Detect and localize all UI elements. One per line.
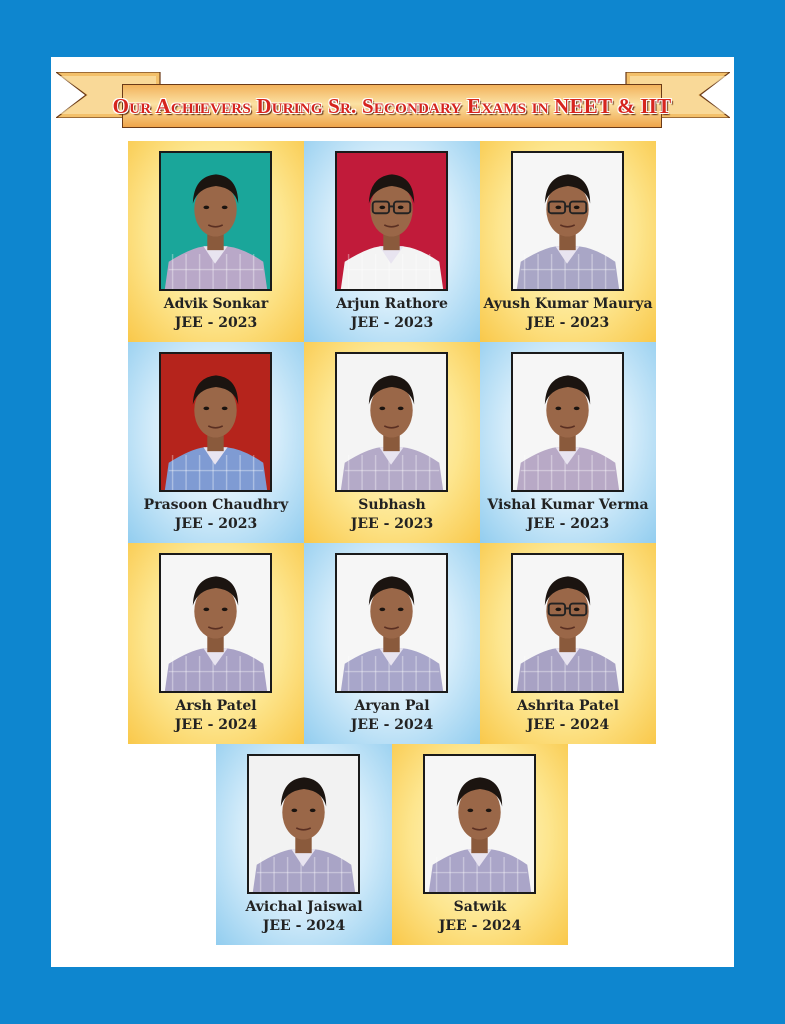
student-name: Arsh Patel (175, 698, 257, 714)
eye (222, 206, 228, 209)
eye (574, 206, 580, 209)
student-name: Ayush Kumar Maurya (483, 296, 653, 312)
eye (291, 809, 297, 812)
student-photo (335, 352, 448, 492)
exam-label: JEE - 2024 (526, 717, 610, 733)
eye (379, 407, 385, 410)
banner-title: Our Achievers During Sr. Secondary Exams in NEET & IIT (112, 93, 672, 118)
student-photo (335, 553, 448, 693)
student-name: Vishal Kumar Verma (487, 497, 649, 513)
exam-label: JEE - 2023 (174, 315, 258, 331)
achiever-card (480, 342, 656, 543)
exam-label: JEE - 2023 (174, 516, 258, 532)
student-photo (423, 754, 536, 894)
student-photo (159, 553, 272, 693)
eye (467, 809, 473, 812)
exam-label: JEE - 2023 (350, 516, 434, 532)
achiever-card (304, 543, 480, 744)
exam-label: JEE - 2024 (262, 918, 346, 934)
exam-label: JEE - 2024 (438, 918, 522, 934)
eye (555, 206, 561, 209)
student-name: Ashrita Patel (517, 698, 619, 714)
achiever-card (480, 141, 656, 342)
student-photo (511, 352, 624, 492)
student-photo (511, 553, 624, 693)
student-photo (335, 151, 448, 291)
eye (203, 407, 209, 410)
exam-label: JEE - 2024 (174, 717, 258, 733)
achiever-card (480, 543, 656, 744)
achiever-card (128, 543, 304, 744)
achiever-card (304, 342, 480, 543)
eye (222, 407, 228, 410)
eye (555, 608, 561, 611)
eye (555, 407, 561, 410)
achiever-card (216, 744, 392, 945)
achiever-card (128, 141, 304, 342)
student-photo (511, 151, 624, 291)
student-name: Arjun Rathore (336, 296, 448, 312)
eye (379, 206, 385, 209)
achiever-card (392, 744, 568, 945)
exam-label: JEE - 2023 (526, 315, 610, 331)
eye (398, 206, 404, 209)
eye (310, 809, 316, 812)
student-name: Avichal Jaiswal (245, 899, 363, 915)
eye (398, 608, 404, 611)
student-photo (159, 151, 272, 291)
student-name: Satwik (453, 899, 507, 915)
exam-label: JEE - 2023 (350, 315, 434, 331)
eye (379, 608, 385, 611)
eye (222, 608, 228, 611)
student-name: Subhash (358, 497, 426, 513)
eye (203, 608, 209, 611)
eye (203, 206, 209, 209)
eye (398, 407, 404, 410)
exam-label: JEE - 2024 (350, 717, 434, 733)
eye (574, 608, 580, 611)
exam-label: JEE - 2023 (526, 516, 610, 532)
achiever-card (304, 141, 480, 342)
banner (112, 84, 672, 128)
eye (574, 407, 580, 410)
eye (486, 809, 492, 812)
student-photo (159, 352, 272, 492)
student-name: Advik Sonkar (163, 296, 269, 312)
student-name: Aryan Pal (354, 698, 430, 714)
student-photo (247, 754, 360, 894)
achiever-card (128, 342, 304, 543)
student-name: Prasoon Chaudhry (143, 497, 289, 513)
